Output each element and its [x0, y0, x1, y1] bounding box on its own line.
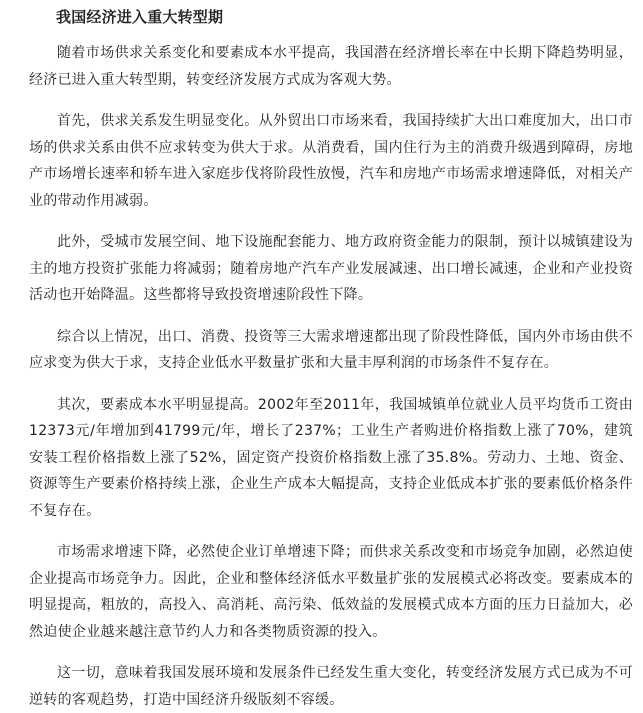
article-paragraph-7: 这一切，意味着我国发展环境和发展条件已经发生重大变化，转变经济发展方式已成为不可逆转的客观趋势，打造中国经济升级版刻不容缓。	[29, 665, 633, 708]
article-paragraph-6: 市场需求增速下降，必然使企业订单增速下降；而供求关系改变和市场竞争加剧，必然迫使企业提高市场竞争力。因此，企业和整体经济低水平数量扩张的发展模式必将改变。要素成本的明显提高，粗放的，高投入、高消耗、高污染、低效益的发展模式成本方面的压力日益加大，必然迫使企业越来越注意节约人力和各类物质资源的投入。	[29, 544, 633, 640]
article-paragraph-3: 此外，受城市发展空间、地下设施配套能力、地方政府资金能力的限制，预计以城镇建设为主的地方投资扩张能力将减弱；随着房地产汽车产业发展减速、出口增长减速，企业和产业投资活动也开始降温。这些都将导致投资增速阶段性下降。	[29, 234, 633, 303]
article-paragraph-5: 其次，要素成本水平明显提高。2002年至2011年，我国城镇单位就业人员平均货币工资由12373元/年增加到41799元/年，增长了237%；工业生产者购进价格指数上涨了70%，建筑安装工程价格指数上涨了52%，固定资产投资价格指数上涨了35.8%。劳动力、土地、资金、资源等生产要素价格持续上涨，企业生产成本大幅提高，支持企业低成本扩张的要素低价格条件不复存在。	[29, 396, 633, 519]
article-title: 我国经济进入重大转型期	[56, 8, 224, 26]
article-paragraph-4: 综合以上情况，出口、消费、投资等三大需求增速都出现了阶段性降低，国内外市场由供不应求变为供大于求，支持企业低水平数量扩张和大量丰厚利润的市场条件不复存在。	[29, 328, 633, 371]
article-paragraph-2: 首先，供求关系发生明显变化。从外贸出口市场来看，我国持续扩大出口难度加大，出口市场的供求关系由供不应求转变为供大于求。从消费看，国内住行为主的消费升级遇到障碍，房地产市场增长速率和轿车进入家庭步伐将阶段性放慢，汽车和房地产市场需求增速降低，对相关产业的带动作用减弱。	[29, 113, 633, 209]
article-paragraph-1: 随着市场供求关系变化和要素成本水平提高，我国潜在经济增长率在中长期下降趋势明显，经济已进入重大转型期，转变经济发展方式成为客观大势。	[29, 45, 633, 88]
